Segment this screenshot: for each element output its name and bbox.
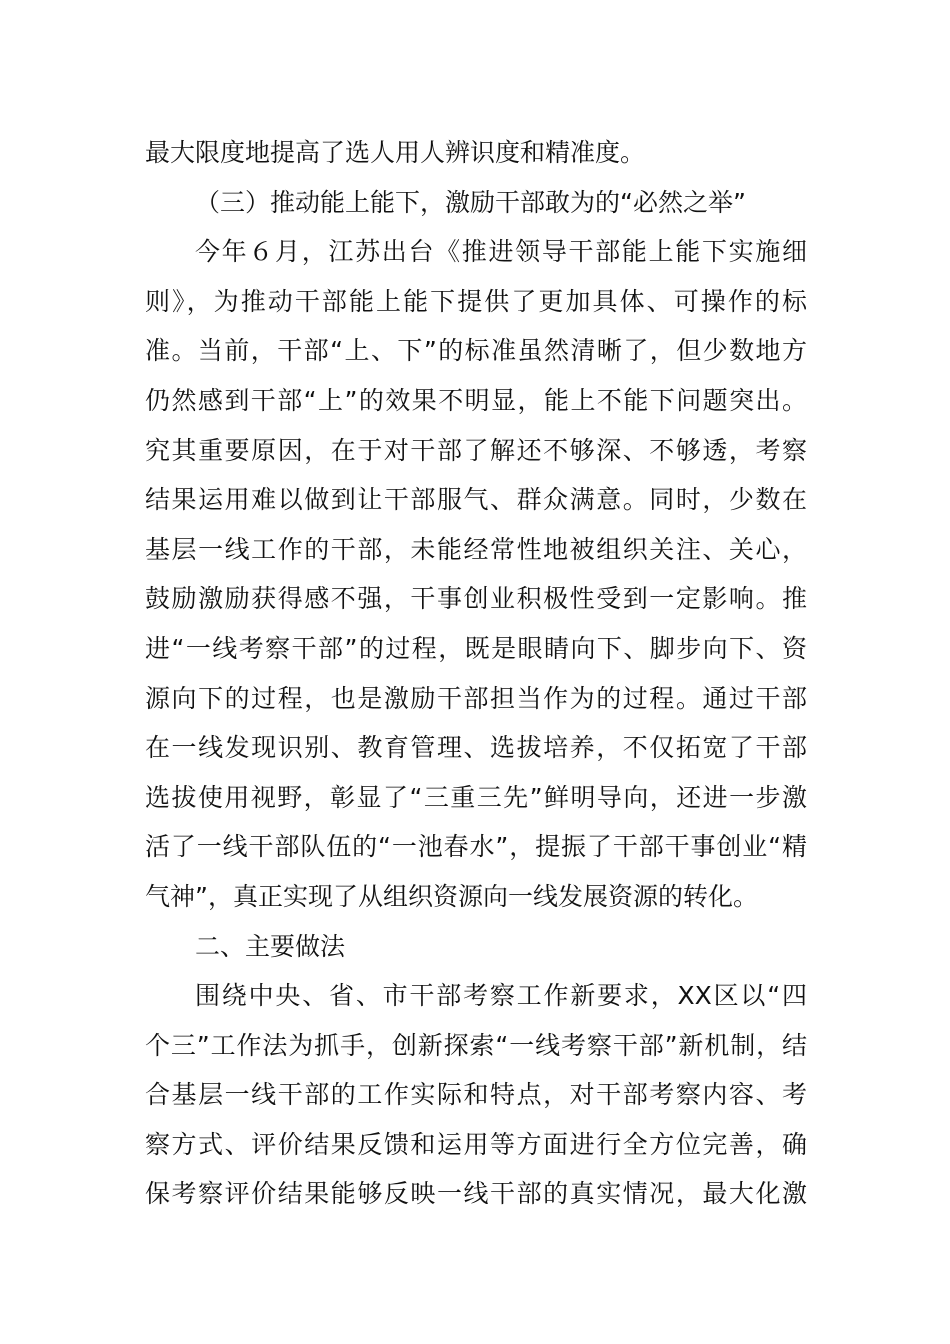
text-line: 合基层一线干部的工作实际和特点，对干部考察内容、考: [145, 1080, 807, 1110]
text-line: 准。当前，干部“上、下”的标准虽然清晰了，但少数地方: [145, 336, 807, 366]
text-line: 究其重要原因，在于对干部了解还不够深、不够透，考察: [145, 435, 807, 465]
text-line: 基层一线工作的干部，未能经常性地被组织关注、关心，: [145, 534, 807, 564]
text-line: 则》，为推动干部能上能下提供了更加具体、可操作的标: [145, 286, 807, 316]
text-line: 保考察评价结果能够反映一线干部的真实情况，最大化激: [145, 1179, 807, 1209]
text-line: 最大限度地提高了选人用人辨识度和精准度。: [145, 138, 646, 167]
section-heading-2: 二、主要做法: [195, 931, 346, 961]
text-line: 在一线发现识别、教育管理、选拔培养，不仅拓宽了干部: [145, 733, 807, 763]
text-line: 源向下的过程，也是激励干部担当作为的过程。通过干部: [145, 683, 807, 713]
text-line: 活了一线干部队伍的“一池春水”，提振了干部干事创业“精: [145, 832, 807, 862]
text-line: 围绕中央、省、市干部考察工作新要求，XX区以“四: [195, 981, 807, 1011]
text-line: 仍然感到干部“上”的效果不明显，能上不能下问题突出。: [145, 385, 807, 415]
text-line: 察方式、评价结果反馈和运用等方面进行全方位完善，确: [145, 1129, 807, 1159]
text-line: 鼓励激励获得感不强，干事创业积极性受到一定影响。推: [145, 584, 807, 614]
text-line: 气神”，真正实现了从组织资源向一线发展资源的转化。: [145, 881, 758, 911]
section-heading-3: （三）推动能上能下，激励干部敢为的“必然之举”: [195, 187, 746, 217]
text-line: 进“一线考察干部”的过程，既是眼睛向下、脚步向下、资: [145, 633, 807, 663]
body-text: [145, 128, 807, 1219]
text-line: 选拔使用视野，彰显了“三重三先”鲜明导向，还进一步激: [145, 782, 807, 812]
text-line: 今年６月，江苏出台《推进领导干部能上能下实施细: [195, 237, 807, 267]
text-line: 结果运用难以做到让干部服气、群众满意。同时，少数在: [145, 485, 807, 515]
text-line: 个三”工作法为抓手，创新探索“一线考察干部”新机制，结: [145, 1030, 807, 1060]
